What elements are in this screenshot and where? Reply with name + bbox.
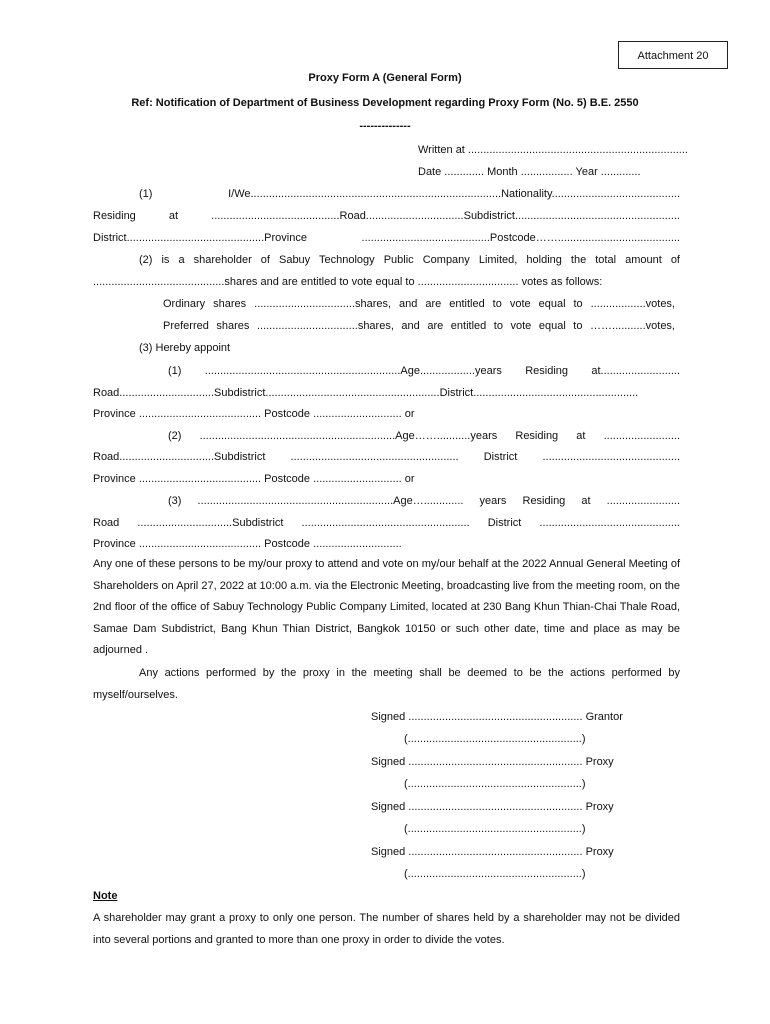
signature-proxy-3: Signed ......................................................... Proxy bbox=[371, 846, 614, 858]
meeting-paragraph: Any one of these persons to be my/our proxy to attend and vote on my/our behalf at the 2022 Annual General Meeting of Shareholders on April 27, 2022 at 10:00 a.m. via the Electronic Meeting, broadcasting live from the meeting room, on the 2nd floor of the office of Sabuy Technology Public Company Limited, located at 230 Bang Khun Thian-Chai Thale Road, Samae Dam Subdistrict, Bang Khun Thian District, Bangkok 10150 or such other date, time and place as may be adjourned . bbox=[93, 558, 680, 656]
attachment-box: Attachment 20 bbox=[618, 41, 728, 69]
signature-proxy-2: Signed ......................................................... Proxy bbox=[371, 801, 614, 813]
proxy-3-name-line: (3) ................................................................Age…............. years Residing at ........................ bbox=[168, 495, 680, 507]
signature-proxy-2-name: (.........................................................) bbox=[404, 823, 586, 835]
date-field: Date ............. Month ................. Year ............. bbox=[418, 166, 641, 178]
appoint-line: (3) Hereby appoint bbox=[139, 342, 231, 354]
proxy-2-province-line: Province ........................................ Postcode ............................. or bbox=[93, 473, 415, 485]
note-text: A shareholder may grant a proxy to only one person. The number of shares held by a shareholder may not be divided into several portions and granted to more than one proxy in order to divide the votes. bbox=[93, 912, 680, 946]
shares-total-line: ...........................................shares and are entitled to vote equal to ................................. votes as follows: bbox=[93, 276, 603, 288]
proxy-actions-paragraph: Any actions performed by the proxy in the meeting shall be deemed to be the actions performed by myself/ourselves. bbox=[93, 667, 680, 701]
name-nationality-line: (1) I/We..................................................................................Nationality.......................................... bbox=[139, 188, 680, 200]
proxy-1-province-line: Province ........................................ Postcode ............................. or bbox=[93, 408, 415, 420]
note-heading: Note bbox=[93, 890, 118, 902]
signature-proxy-1-name: (.........................................................) bbox=[404, 778, 586, 790]
proxy-1-address-line: Road...............................Subdistrict.........................................................District...................................................... bbox=[93, 387, 639, 399]
signature-grantor: Signed ......................................................... Grantor bbox=[371, 711, 623, 723]
signature-proxy-1: Signed ......................................................... Proxy bbox=[371, 756, 614, 768]
signature-grantor-name: (.........................................................) bbox=[404, 733, 586, 745]
shareholder-line: (2) is a shareholder of Sabuy Technology Public Company Limited, holding the total amount of bbox=[139, 254, 680, 266]
written-at-field: Written at ........................................................................ bbox=[418, 144, 688, 156]
proxy-3-address-line: Road ...............................Subdistrict ....................................................... District .............................................. bbox=[93, 517, 680, 529]
form-title: Proxy Form A (General Form) bbox=[308, 72, 462, 84]
separator: -------------- bbox=[359, 120, 411, 132]
proxy-2-address-line: Road...............................Subdistrict ....................................................... District ............................................. bbox=[93, 451, 680, 463]
preferred-shares-line: Preferred shares .................................shares, and are entitled to vote equal to ……...........votes, bbox=[163, 320, 675, 332]
proxy-3-province-line: Province ........................................ Postcode ............................. bbox=[93, 538, 402, 550]
proxy-2-name-line: (2) ................................................................Age……...........years Residing at ......................... bbox=[168, 430, 680, 442]
district-line: District.............................................Province ..........................................Postcode……........................................ bbox=[93, 232, 680, 244]
proxy-1-name-line: (1) ................................................................Age..................years Residing at.......................... bbox=[168, 365, 680, 377]
residence-line: Residing at ..........................................Road................................Subdistrict...................................................... bbox=[93, 210, 680, 222]
ordinary-shares-line: Ordinary shares .................................shares, and are entitled to vote equal to ..................votes, bbox=[163, 298, 675, 310]
signature-proxy-3-name: (.........................................................) bbox=[404, 868, 586, 880]
form-reference: Ref: Notification of Department of Business Development regarding Proxy Form (No. 5) B.E. 2550 bbox=[131, 97, 639, 109]
